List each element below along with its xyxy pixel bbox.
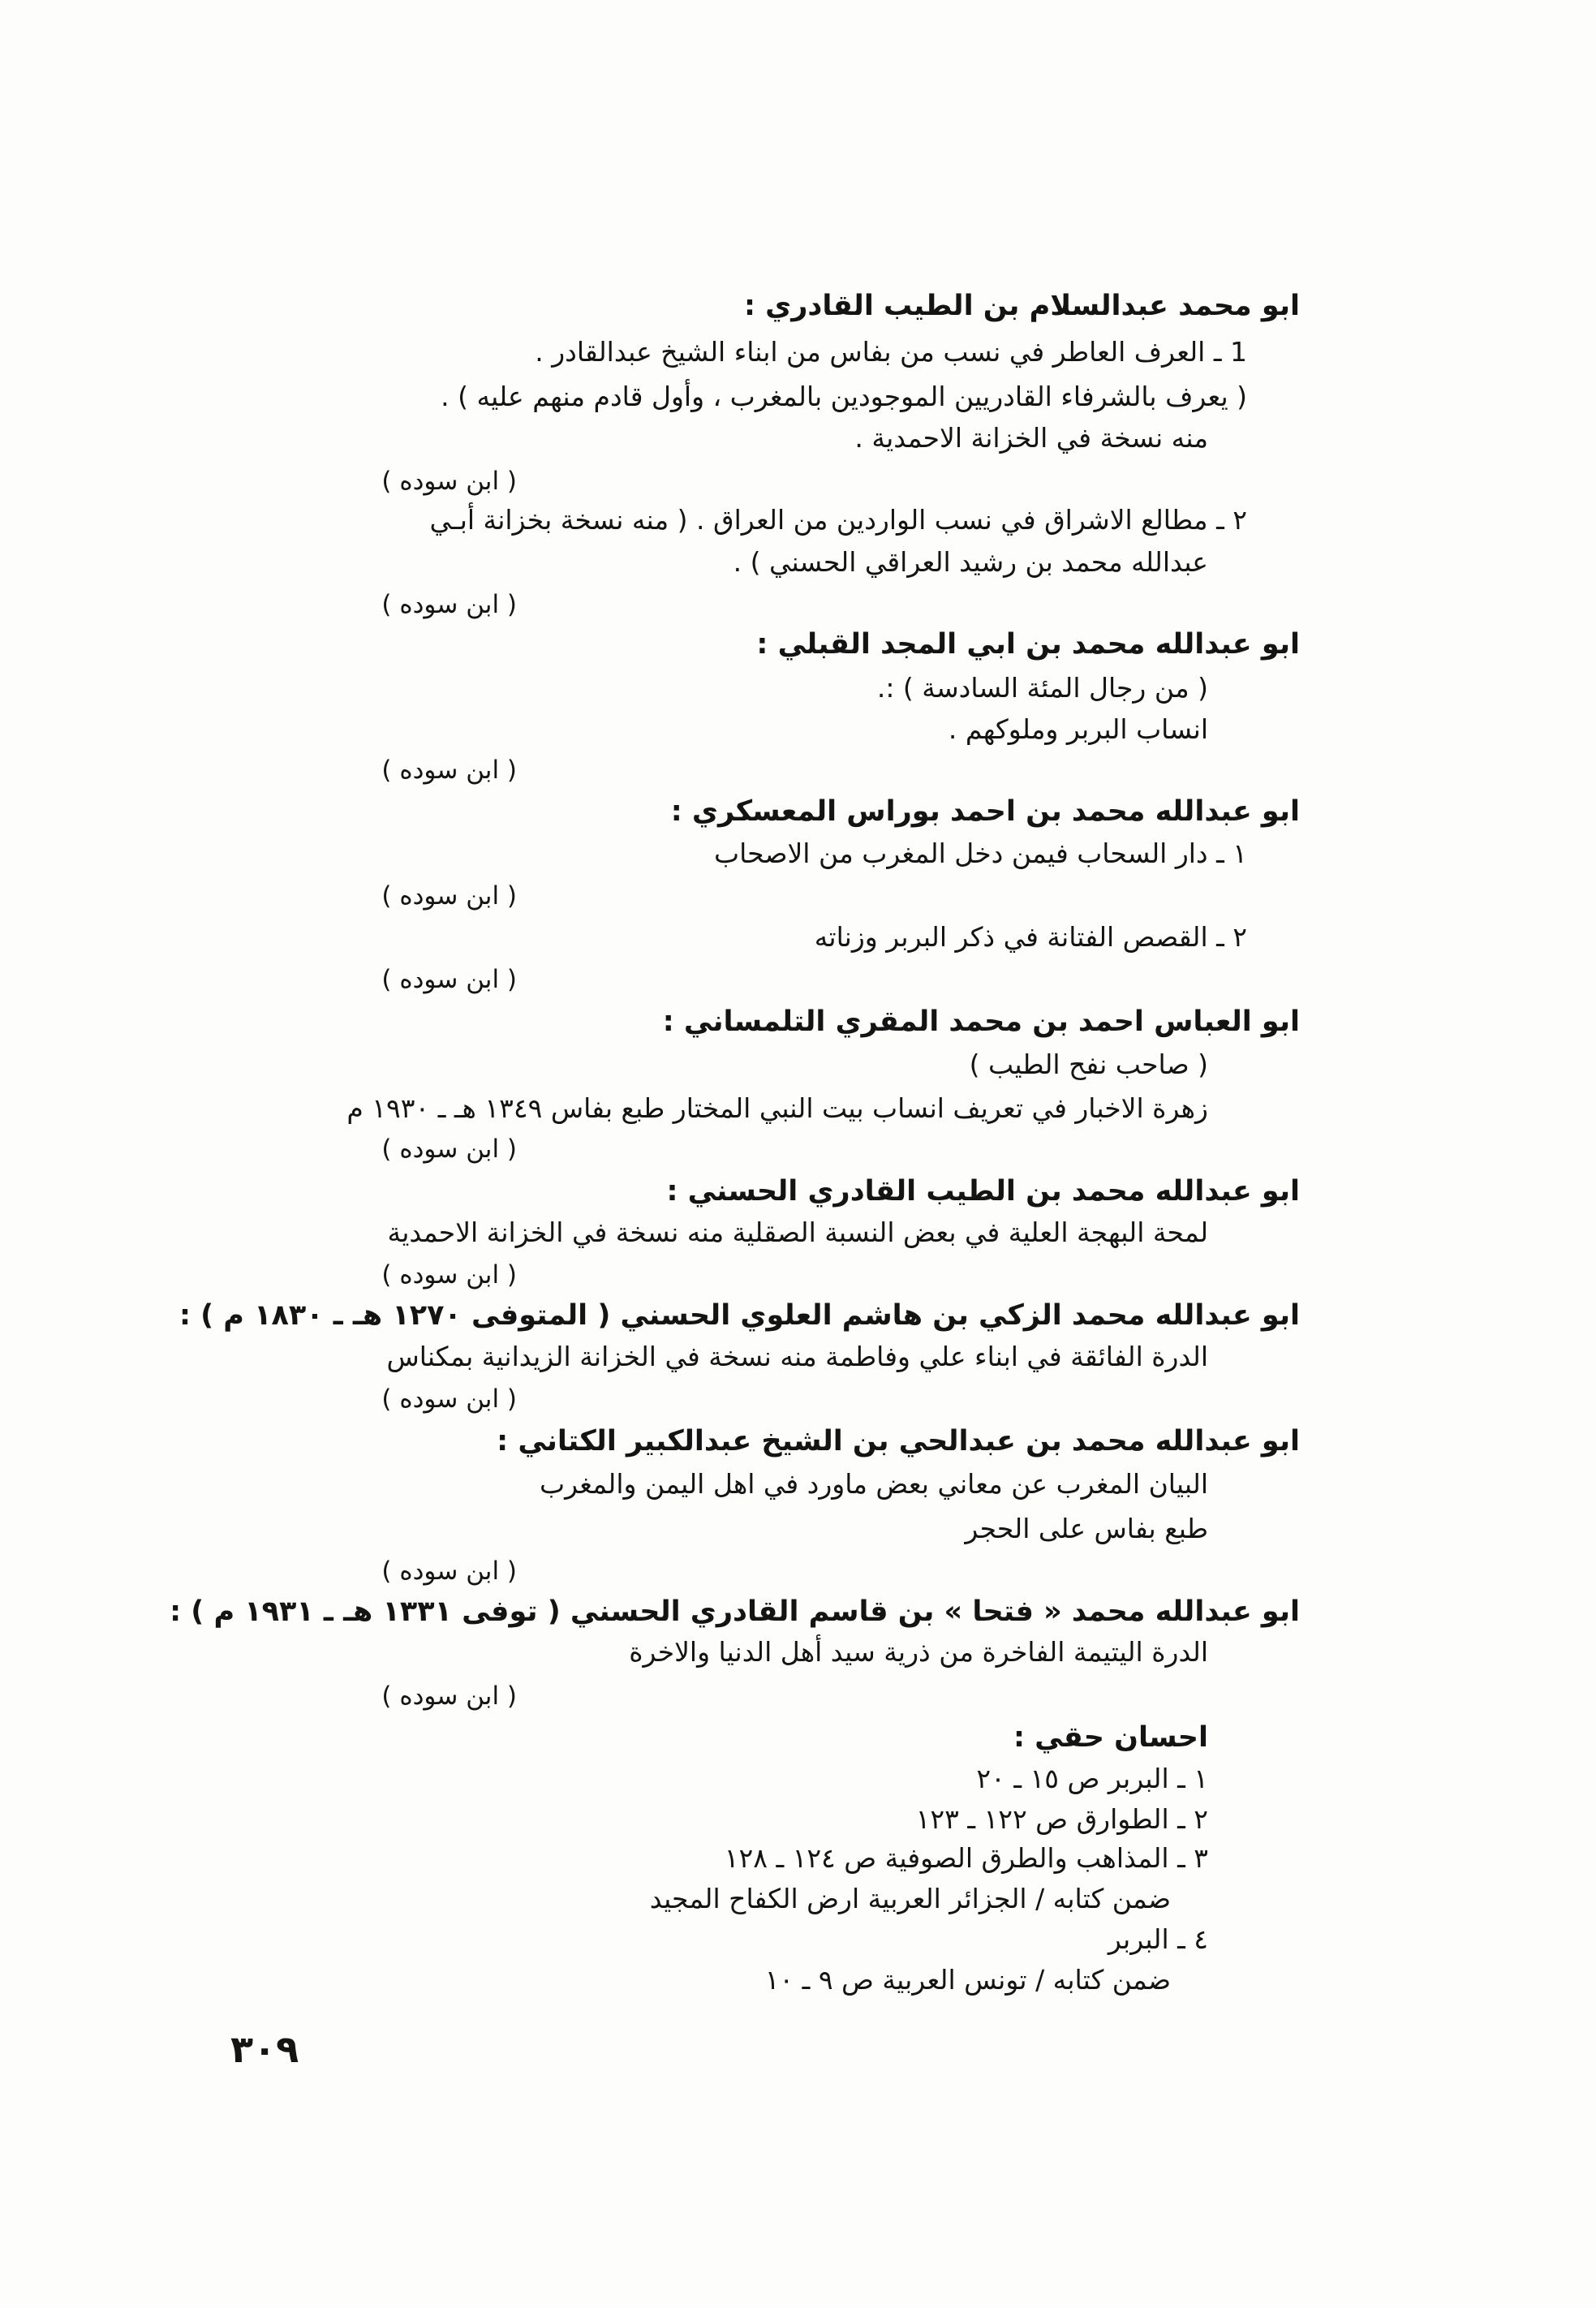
entry-line: ٢ ـ مطالع الاشراق في نسب الواردين من العراق . ( منه نسخة بخزانة أبـي xyxy=(429,504,1247,536)
entry-line: زهرة الاخبار في تعريف انساب بيت النبي المختار طبع بفاس ١٣٤٩ هـ ـ ١٩٣٠ م xyxy=(346,1092,1208,1124)
page-number: ٣٠٩ xyxy=(230,2027,299,2071)
entry-line: ( من رجال المئة السادسة ) :. xyxy=(876,672,1208,704)
source-citation: ( ابن سوده ) xyxy=(381,1135,517,1164)
source-citation: ( ابن سوده ) xyxy=(381,1260,517,1290)
entry-line: ( يعرف بالشرفاء القادريين الموجودين بالمغرب ، وأول قادم منهم عليه ) . xyxy=(441,381,1247,412)
entry-line: ضمن كتابه / تونس العربية ص ٩ ـ ١٠ xyxy=(764,1964,1171,1996)
author-heading: احسان حقي : xyxy=(1013,1721,1208,1754)
entry-line: ٢ ـ القصص الفتانة في ذكر البربر وزناته xyxy=(814,921,1247,953)
author-heading: ابو عبدالله محمد بن عبدالحي بن الشيخ عبدالكبير الكتاني : xyxy=(497,1425,1300,1458)
entry-line: ٣ ـ المذاهب والطرق الصوفية ص ١٢٤ ـ ١٢٨ xyxy=(724,1842,1208,1874)
entry-line: لمحة البهجة العلية في بعض النسبة الصقلية منه نسخة في الخزانة الاحمدية xyxy=(387,1216,1208,1248)
entry-line: منه نسخة في الخزانة الاحمدية . xyxy=(854,422,1208,454)
source-citation: ( ابن سوده ) xyxy=(381,1384,517,1414)
entry-line: ( صاحب نفح الطيب ) xyxy=(969,1049,1208,1080)
entry-line: 1 ـ العرف العاطر في نسب من بفاس من ابناء الشيخ عبدالقادر . xyxy=(535,336,1247,368)
source-citation: ( ابن سوده ) xyxy=(381,1557,517,1586)
author-heading: ابو عبدالله محمد بن الطيب القادري الحسني : xyxy=(666,1175,1300,1208)
entry-line: الدرة الفائقة في ابناء علي وفاطمة منه نسخة في الخزانة الزيدانية بمكناس xyxy=(386,1341,1208,1372)
author-heading: ابو عبدالله محمد بن احمد بوراس المعسكري : xyxy=(670,795,1300,828)
source-citation: ( ابن سوده ) xyxy=(381,1681,517,1711)
source-citation: ( ابن سوده ) xyxy=(381,965,517,994)
entry-line: ١ ـ البربر ص ١٥ ـ ٢٠ xyxy=(976,1763,1208,1794)
entry-line: ٤ ـ البربر xyxy=(1108,1923,1208,1955)
source-citation: ( ابن سوده ) xyxy=(381,590,517,619)
entry-line: انساب البربر وملوكهم . xyxy=(948,713,1208,745)
author-heading: ابو عبدالله محمد الزكي بن هاشم العلوي الحسني ( المتوفى ١٢٧٠ هـ ـ ١٨٣٠ م ) : xyxy=(179,1299,1300,1332)
source-citation: ( ابن سوده ) xyxy=(381,881,517,911)
source-citation: ( ابن سوده ) xyxy=(381,467,517,496)
author-heading: ابو عبدالله محمد بن ابي المجد القبلي : xyxy=(756,628,1300,661)
entry-line: ٢ ـ الطوارق ص ١٢٢ ـ ١٢٣ xyxy=(915,1803,1208,1835)
entry-line: الدرة اليتيمة الفاخرة من ذرية سيد أهل الدنيا والاخرة xyxy=(629,1636,1208,1668)
author-heading: ابو عبدالله محمد « فتحا » بن قاسم القادري الحسني ( توفى ١٣٣١ هـ ـ ١٩٣١ م ) : xyxy=(170,1595,1300,1628)
source-citation: ( ابن سوده ) xyxy=(381,756,517,785)
entry-line: ضمن كتابه / الجزائر العربية ارض الكفاح المجيد xyxy=(649,1883,1171,1914)
entry-line: طبع بفاس على الحجر xyxy=(965,1513,1208,1544)
author-heading: ابو محمد عبدالسلام بن الطيب القادري : xyxy=(743,290,1300,322)
entry-line: عبدالله محمد بن رشيد العراقي الحسني ) . xyxy=(733,546,1208,578)
author-heading: ابو العباس احمد بن محمد المقري التلمساني : xyxy=(662,1005,1300,1038)
entry-line: البيان المغرب عن معاني بعض ماورد في اهل اليمن والمغرب xyxy=(540,1468,1208,1500)
entry-line: ١ ـ دار السحاب فيمن دخل المغرب من الاصحاب xyxy=(714,838,1247,869)
